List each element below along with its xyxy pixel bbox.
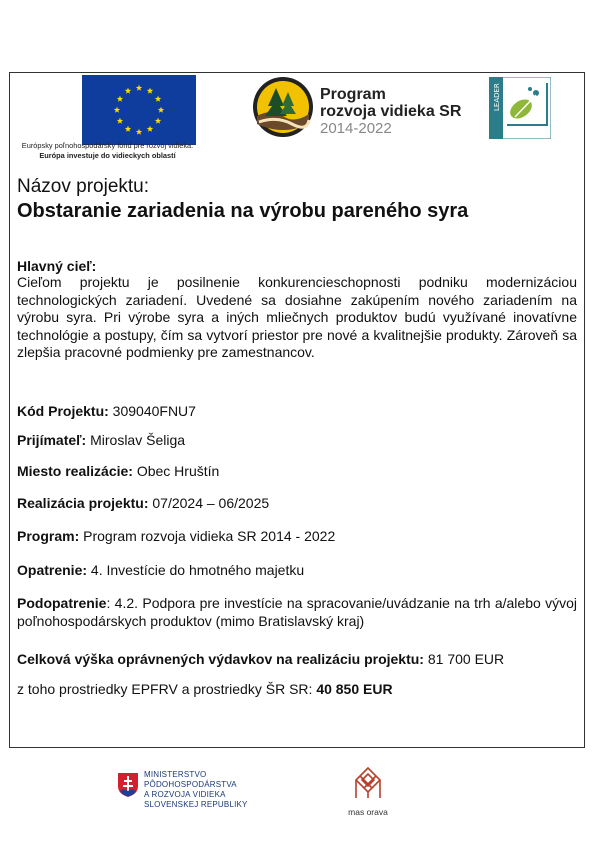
project-title: Obstaranie zariadenia na výrobu pareného syra [17, 200, 469, 222]
prv-title-years: 2014-2022 [320, 120, 392, 137]
recipient-row [17, 432, 185, 448]
total-expenses-value: 81 700 EUR [423, 651, 505, 667]
main-goal-label: Hlavný cieľ: [17, 258, 97, 274]
leader-logo-icon [489, 77, 551, 139]
program-value: Program rozvoja vidieka SR 2014 - 2022 [79, 528, 336, 544]
total-expenses-row [17, 651, 504, 667]
funding-row [17, 681, 393, 697]
location-row [17, 463, 219, 479]
submeasure-row [17, 594, 577, 630]
funding-text: z toho prostriedky EPFRV a prostriedky ŠR SR: [17, 681, 317, 697]
ministry-line1: MINISTERSTVO [144, 770, 207, 779]
recipient-label: Prijímateľ: [17, 432, 87, 448]
program-label: Program: [17, 528, 80, 544]
project-code-value: 309040FNU7 [108, 403, 196, 419]
ministry-line4: SLOVENSKEJ REPUBLIKY [144, 800, 248, 809]
prv-title-line2: rozvoja vidieka SR [320, 103, 462, 120]
measure-row [17, 562, 304, 578]
submeasure-value: : 4.2. Podpora pre investície na spracovanie/uvádzanie na trh a/alebo vývoj poľnohospodárskych produktov (mimo Bratislavský kraj) [17, 595, 577, 629]
prv-title-line1: Program [320, 86, 386, 103]
measure-value: 4. Investície do hmotného majetku [87, 562, 305, 578]
program-row [17, 528, 335, 544]
funding-amount: 40 850 EUR [316, 681, 393, 697]
slovak-crest-icon [117, 772, 139, 798]
total-expenses-label: Celková výška oprávnených výdavkov na realizáciu projektu: [17, 651, 424, 667]
mas-orava-text: mas orava [348, 807, 388, 817]
eu-slogan-caption: Európa investuje do vidieckych oblastí [39, 151, 176, 160]
ministry-name [144, 770, 248, 810]
leader-logo-text: LEADER [493, 83, 501, 111]
measure-label: Opatrenie: [17, 562, 88, 578]
eu-flag-icon [82, 75, 196, 145]
ministry-line3: A ROZVOJA VIDIEKA [144, 790, 226, 799]
prv-tree-logo-icon [252, 76, 314, 138]
project-code-row [17, 403, 196, 419]
implementation-row [17, 495, 269, 511]
implementation-label: Realizácia projektu: [17, 495, 149, 511]
project-code-label: Kód Projektu: [17, 403, 109, 419]
location-label: Miesto realizácie: [17, 463, 133, 479]
implementation-value: 07/2024 – 06/2025 [148, 495, 270, 511]
prv-title-block [320, 86, 461, 137]
location-value: Obec Hruštín [132, 463, 220, 479]
recipient-value: Miroslav Šeliga [86, 432, 186, 448]
main-goal-text: Cieľom projektu je posilnenie konkurencieschopnosti podniku modernizáciou technologických zariadení. Uvedené sa dosiahne zakúpením nového zariadením na výrobu syra. Pri výrobe syra a iných mliečnych produktov budú využívané inovatívne technológie a postupy, čím sa vytvorí priestor pre nové a kvalitnejšie produkty. Zároveň sa zlepšia pracovné podmienky pre zamestnancov. [17, 274, 577, 360]
project-name-label: Názov projektu: [17, 176, 150, 197]
submeasure-label: Podopatrenie [17, 595, 107, 611]
eu-fund-caption: Európsky poľnohospodársky fond pre rozvoj vidieka: [21, 141, 194, 150]
mas-orava-logo-icon [352, 766, 384, 800]
ministry-line2: PÔDOHOSPODÁRSTVA [144, 780, 237, 789]
